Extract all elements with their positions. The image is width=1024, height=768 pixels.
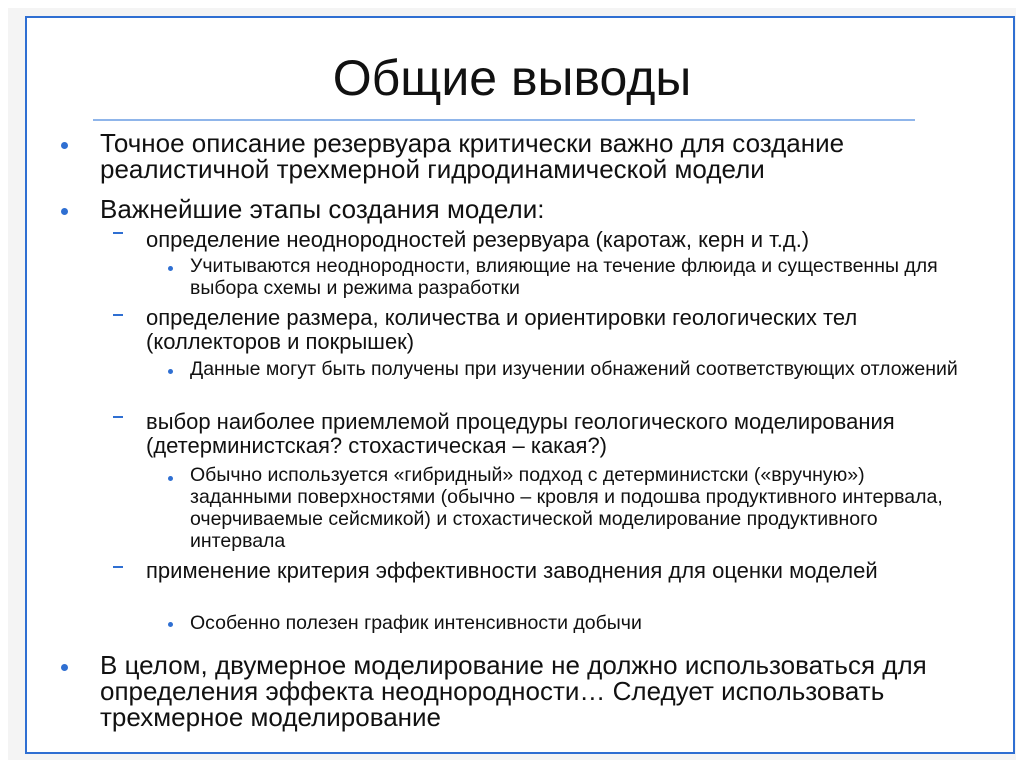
bullet-item: Важнейшие этапы создания модели: [100, 194, 545, 224]
detail-bullet-item: Особенно полезен график интенсивности добычи [190, 612, 642, 634]
bullet-dot-icon [168, 476, 173, 481]
bullet-dot-icon [168, 369, 173, 374]
bullet-dot-icon [61, 208, 68, 215]
title-divider [93, 119, 915, 121]
dash-marker-icon [113, 314, 123, 316]
slide-frame [25, 16, 1015, 754]
bullet-item: Точное описание резервуара критически важно для создание реалистичной трехмерной гидродинамической модели [100, 128, 845, 184]
bullet-dot-icon [168, 266, 173, 271]
slide-title: Общие выводы [332, 50, 692, 106]
bullet-dot-icon [168, 622, 173, 627]
bullet-dot-icon [61, 664, 68, 671]
dash-marker-icon [113, 566, 123, 568]
sub-bullet-item: применение критерия эффективности заводнения для оценки моделей [146, 558, 878, 583]
detail-bullet-item: Обычно используется «гибридный» подход с детерминистски («вручную») заданными поверхностями (обычно – кровля и подошва продуктивного интервала, очерчиваемые сейсмикой) и стохастической моделирование продуктивного интервала [190, 464, 943, 552]
sub-bullet-item: выбор наиболее приемлемой процедуры геологического моделирования (детерминистская? стохастическая – какая?) [146, 409, 895, 458]
dash-marker-icon [113, 416, 123, 418]
detail-bullet-item: Данные могут быть получены при изучении обнажений соответствующих отложений [190, 358, 958, 380]
sub-bullet-item: определение неоднородностей резервуара (каротаж, керн и т.д.) [146, 227, 810, 252]
dash-marker-icon [113, 232, 123, 234]
bullet-item: В целом, двумерное моделирование не должно использоваться для определения эффекта неоднородности… Следует использовать трехмерное моделирование [100, 650, 927, 732]
sub-bullet-item: определение размера, количества и ориентировки геологических тел (коллекторов и покрышек) [146, 305, 858, 354]
bullet-dot-icon [61, 142, 68, 149]
detail-bullet-item: Учитываются неоднородности, влияющие на течение флюида и существенны для выбора схемы и режима разработки [190, 255, 938, 299]
